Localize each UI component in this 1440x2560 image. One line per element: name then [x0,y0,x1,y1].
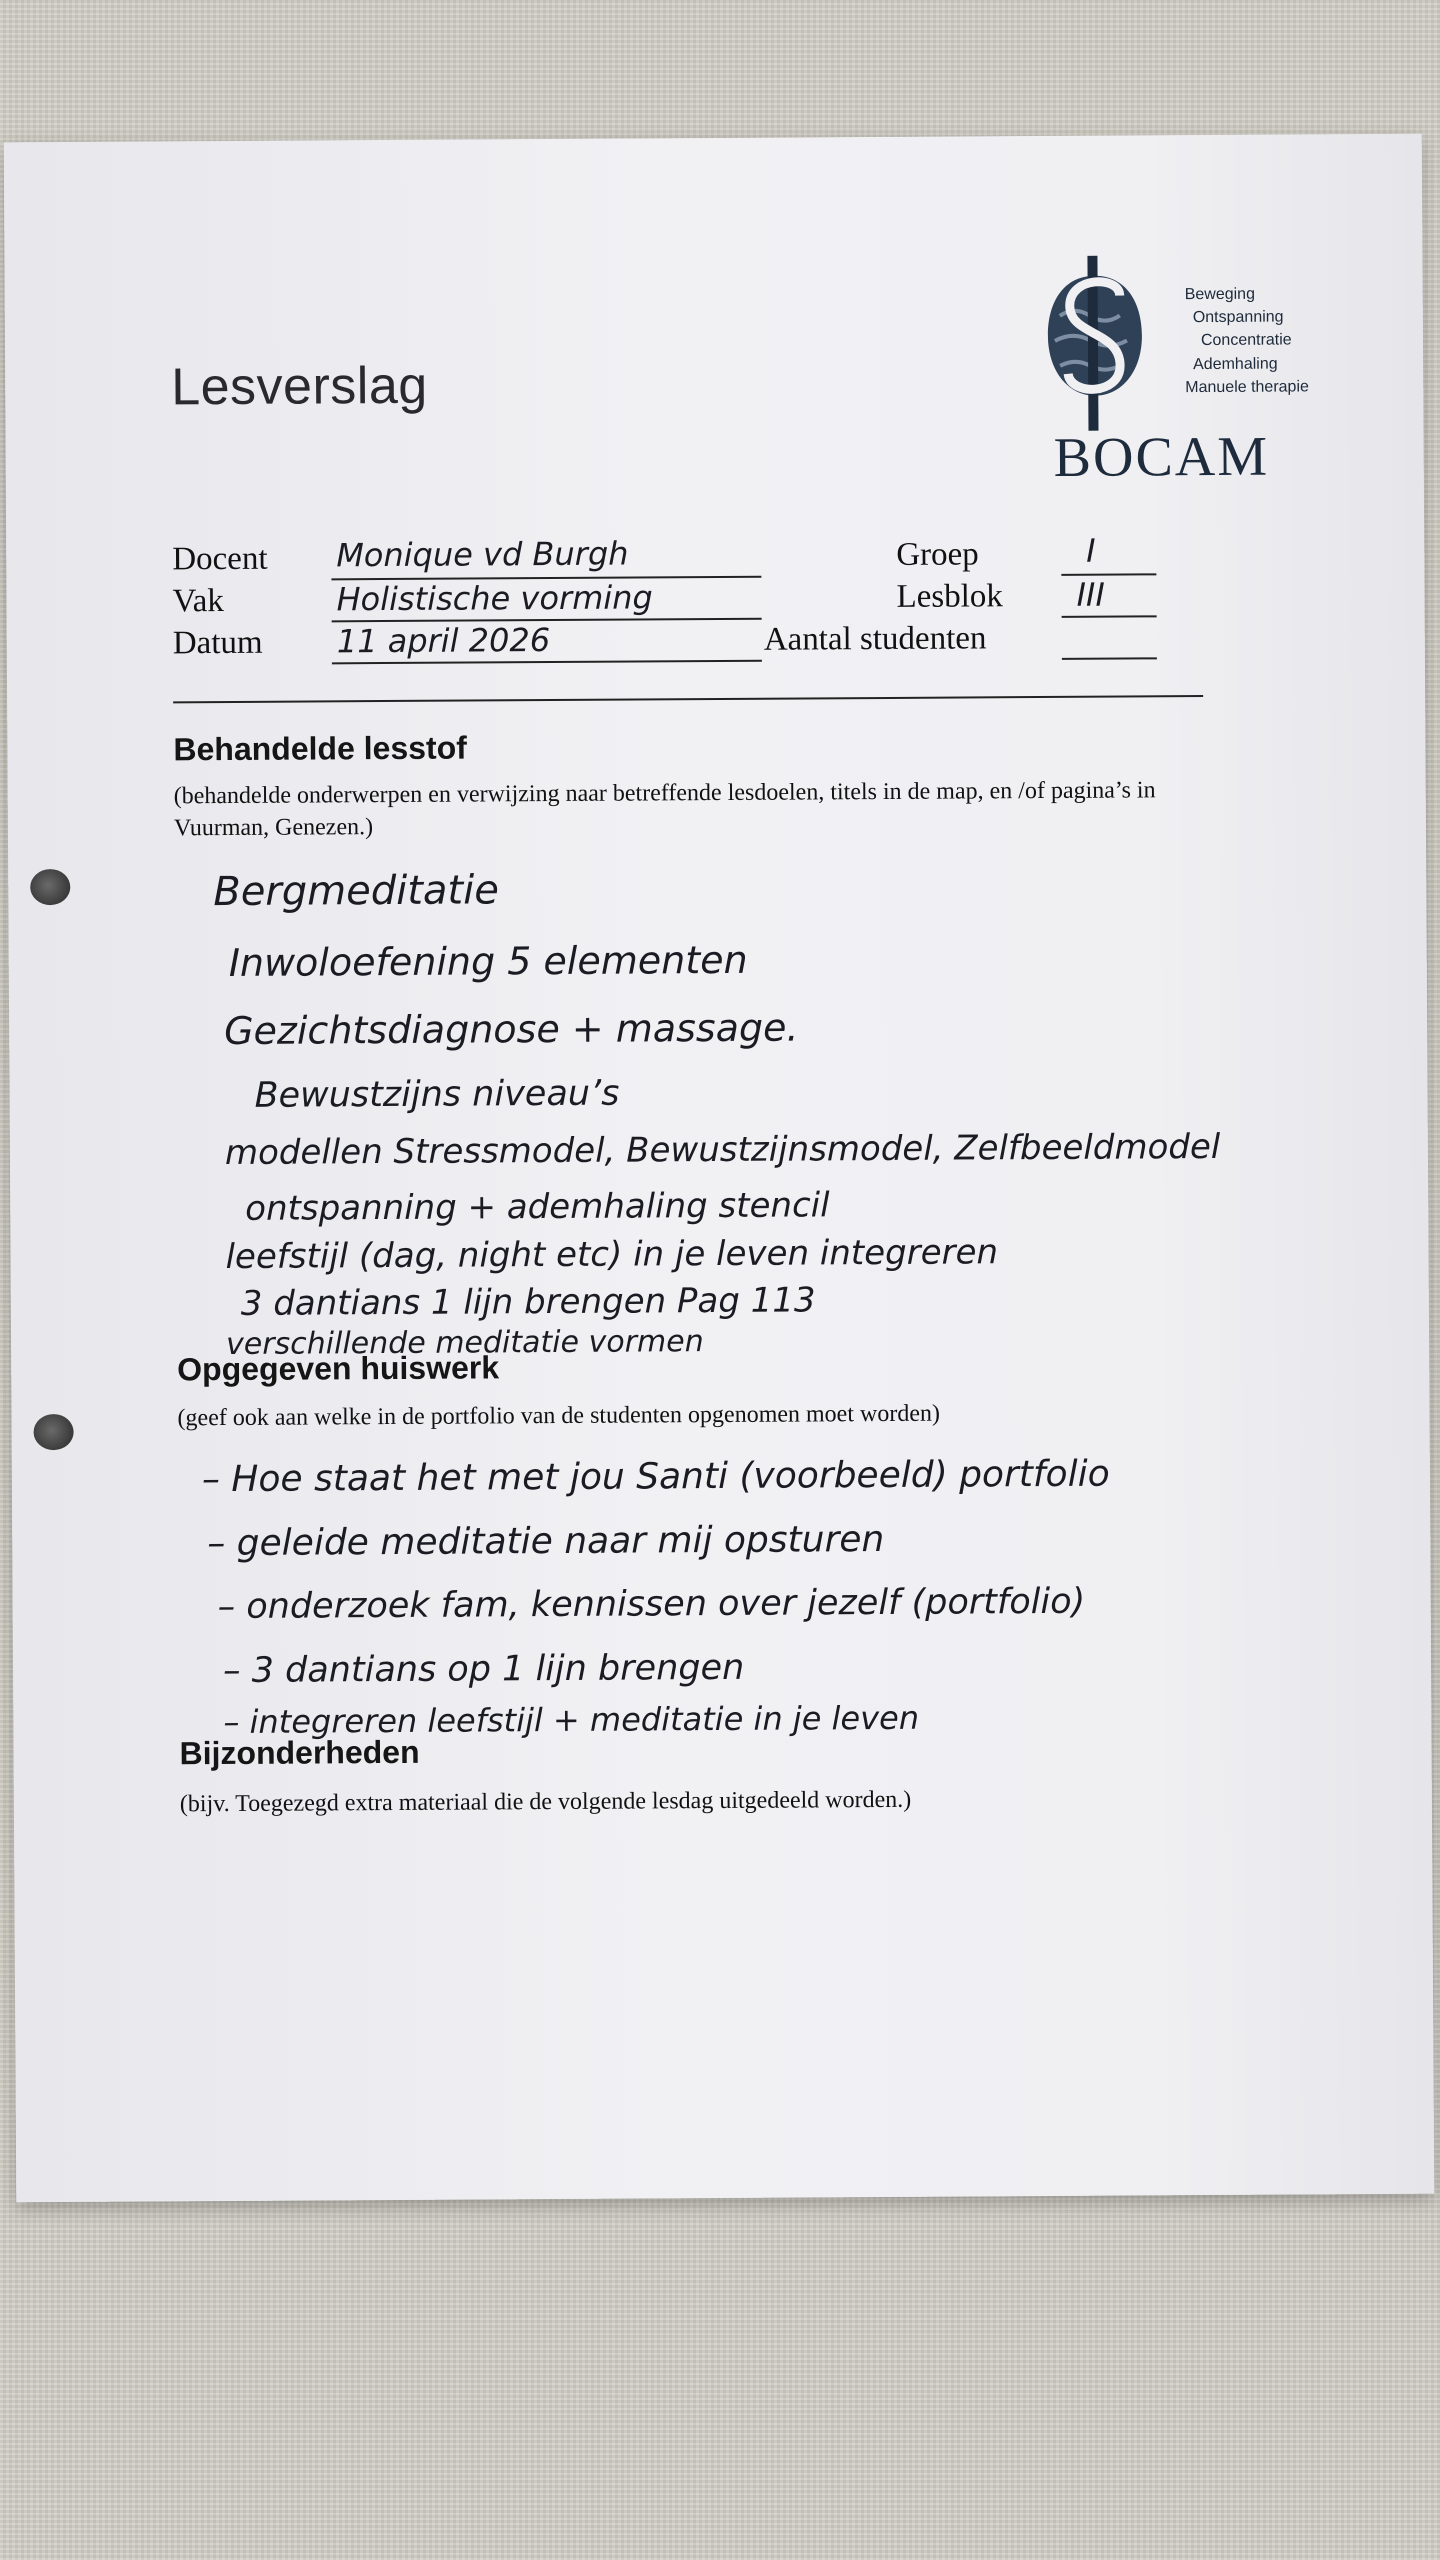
lesblok-line [1062,615,1157,618]
tagline-line: Ontspanning [1192,308,1284,327]
vak-label: Vak [172,583,224,620]
tagline-line: Concentratie [1200,331,1292,350]
huiswerk-hint: (geef ook aan welke in de portfolio van de studenten opgenomen moet worden) [177,1400,941,1432]
docent-value: Monique vd Burgh [336,534,629,575]
groep-value: I [1086,531,1096,570]
lesstof-item: ontspanning + ademhaling stencil [245,1185,830,1229]
huiswerk-item: – Hoe staat het met jou Santi (voorbeeld) portfolio [201,1453,1110,1501]
lesstof-item: leefstijl (dag, night etc) in je leven integreren [225,1232,999,1278]
lesstof-heading: Behandelde lesstof [173,729,467,768]
lesstof-item: Gezichtsdiagnose + massage. [224,1005,799,1054]
aantal-studenten-label: Aantal studenten [763,620,987,658]
punch-hole-top [30,869,70,905]
vak-value: Holistische vorming [336,578,653,619]
tagline-line: Ademhaling [1193,355,1278,373]
tagline-line: Beweging [1184,285,1256,304]
datum-line [332,660,762,665]
lesstof-item: Bewustzijns niveau’s [254,1073,620,1116]
huiswerk-heading: Opgegeven huiswerk [177,1349,500,1388]
huiswerk-item: – integreren leefstijl + meditatie in je leven [223,1698,920,1742]
huiswerk-item: – onderzoek fam, kennissen over jezelf (portfolio) [217,1581,1086,1628]
docent-label: Docent [172,540,268,578]
datum-value: 11 april 2026 [336,621,551,661]
lesstof-item: modellen Stressmodel, Bewustzijnsmodel, Zelfbeeldmodel [224,1126,1221,1174]
bocam-logo-icon [1039,255,1150,436]
logo-wordmark: BOCAM [1053,425,1270,489]
header-divider [173,695,1203,703]
lesstof-hint: (behandelde onderwerpen en verwijzing naar betreffende lesdoelen, titels in de map, en /of pagina’s in Vuurman, Genezen.) [173,777,1156,841]
bijzonderheden-hint: (bijv. Toegezegd extra materiaal die de volgende lesdag uitgedeeld worden.) [179,1786,912,1818]
lesblok-label: Lesblok [896,578,1003,615]
lesstof-item: Bergmeditatie [213,867,500,916]
bijzonderheden-heading: Bijzonderheden [179,1733,420,1772]
huiswerk-item: – 3 dantians op 1 lijn brengen [222,1647,745,1692]
aantal-studenten-line [1062,657,1157,660]
datum-label: Datum [172,624,263,662]
tagline-line: Manuele therapie [1185,378,1309,396]
logo-tagline [1185,282,1309,399]
lesstof-item: 3 dantians 1 lijn brengen Pag 113 [240,1280,816,1324]
page-title: Lesverslag [171,356,428,417]
punch-hole-bottom [33,1414,73,1450]
lesstof-item: Inwoloefening 5 elementen [228,937,748,985]
groep-label: Groep [896,536,979,573]
lesstof-item: verschillende meditatie vormen [225,1324,704,1363]
huiswerk-item: – geleide meditatie naar mij opsturen [207,1518,885,1565]
lesblok-value: III [1076,575,1105,614]
document-page [4,134,1435,2203]
